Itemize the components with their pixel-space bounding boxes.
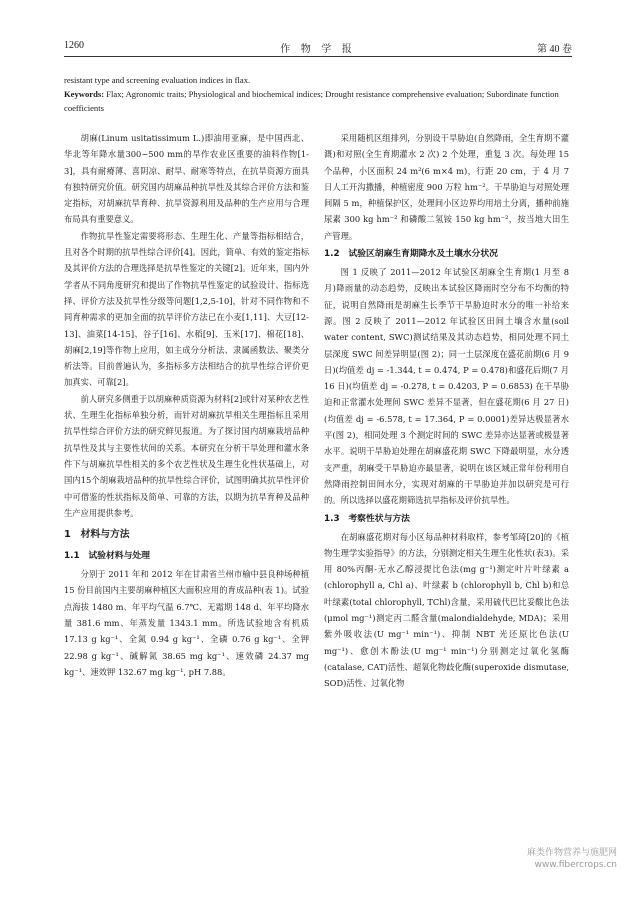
header-rule <box>64 56 572 57</box>
journal-title: 作 物 学 报 <box>280 44 356 55</box>
page-header <box>64 40 572 56</box>
paragraph: 采用随机区组排列，分别设干旱胁迫(自然降雨，全生育期不灌溉)和对照(全生育期灌水 2 次) 2 个处理，重复 3 次。每处理 15 个品种，小区面积 24 m²(6 m×4 m)，行距 20 cm，于 4 月 7 日人工开沟撒播，种植密度 900 万粒 hm⁻²。干旱胁迫与对照处理间隔 5 m，种植保护区，处理间小区边界均用培土分离，播种前施尿素 300 kg hm⁻² 和磷酸二氢铵 150 kg hm⁻²，按当地大田生产管理。 <box>324 133 569 241</box>
right-column <box>324 130 569 692</box>
watermark-line: 麻类作物营养与施肥网 <box>526 848 617 858</box>
paragraph: 作物抗旱性鉴定需要将形态、生理生化、产量等指标相结合，且对各个时期的抗旱性综合评价[4]。因此，简单、有效的鉴定指标及其评价方法的合理选择是抗旱性鉴定的关键[2]。近年来，国内外学者从不同角度研究和提出了作物抗旱性鉴定的试验设计、指标选择、评价方法及抗旱性分级等问题[1,2,5-10]，针对不同作物和不同育种需求的更加全面的抗旱评价方法已在小麦[1,11]、大豆[12-13]、油菜[14-15]、谷子[16]、水稻[9]、玉米[17]、棉花[18]、胡麻[2,19]等作物上应用，如主成分分析法、隶属函数法、聚类分析法等。目前普遍认为，多指标多方法相结合的抗旱性综合评价更加真实、可靠[2]。 <box>64 230 309 388</box>
left-column <box>64 130 309 680</box>
paragraph: 前人研究多侧重于以胡麻种质资源为材料[2]或针对某种农艺性状、生理生化指标单独分析，而针对胡麻抗旱相关生理指标且采用抗旱性综合评价方法的研究鲜见报道。为了探讨国内胡麻栽培品种抗旱性及其与主要性状间的关系。本研究在分析干旱处理和灌水条件下与胡麻抗旱性相关的多个农艺性状及生理生化性状基础上，对国内15个胡麻栽培品种的抗旱性综合评价，试图明确其抗旱性评价中可借鉴的性状指标及简单、可靠的方法，以期为抗旱育种及品种生产应用提供参考。 <box>64 393 309 518</box>
page-number: 1260 <box>64 40 84 51</box>
english-abstract-tail <box>64 73 572 115</box>
keywords <box>64 87 572 115</box>
subsection-heading: 1.2 试验区胡麻生育期降水及土壤水分状况 <box>324 249 498 260</box>
section-heading: 1 材料与方法 <box>64 529 130 541</box>
volume-label: 第 40 卷 <box>537 44 572 55</box>
watermark <box>527 847 617 871</box>
watermark-url: www.fibercrops.cn <box>534 860 617 870</box>
keywords-label: Keywords: <box>64 89 105 99</box>
subsection-heading: 1.1 试验材料与处理 <box>64 551 150 562</box>
subsection-heading: 1.3 考察性状与方法 <box>324 513 410 524</box>
paragraph: 图 1 反映了 2011—2012 年试验区胡麻全生育期(1 月至 8 月)降雨量的动态趋势，反映出本试验区降雨时空分布不均衡的特征，说明自然降雨是胡麻生长季节干旱胁迫时水分的唯一补给来源。图 2 反映了 2011—2012 年试验区田间土壤含水量(soil water content, SWC)测试结果及其动态趋势，相同处理不同土层深度 SWC 间差异明显(图 2)；同一土层深度在盛花前期(6 月 9 日)(均值差 dj = -1.344, t = 0.474, P = 0.478)和盛花后期(7 月 16 日)(均值差 dj = -0.278, t = 0.4203, P = 0.6853) 在干旱胁迫和正常灌水处理间 SWC 差异不显著，但在盛花期(6 月 27 日) (均值差 dj = -6.578, t = 17.364, P = 0.0001)差异达极显著水平(图 2)，相同处理 3 个测定时间的 SWC 差异亦达显著或极显著水平。说明干旱胁迫处理在胡麻盛花期 SWC 下降最明显，水分透支严重，胡麻受干旱胁迫亦最显著，说明在该区域正常年份利用自然降雨控制田间水分，实现对胡麻的干旱胁迫并加以研究是可行的。所以选择以盛花期筛选抗旱指标及评价抗旱性。 <box>324 267 569 506</box>
keywords-text: Flax; Agronomic traits; Physiological and biochemical indices; Drought resistance comprehensive evaluation; Subordinate function coefficients <box>64 89 559 113</box>
paragraph: 分别于 2011 年和 2012 年在甘肃省兰州市榆中县良种场种植 15 份目前国内主要胡麻种植区大面积应用的育成品种(表 1)。试验点海拔 1480 m、年平均气温 6.7℃、无霜期 148 d、年平均降水量 381.6 mm、年蒸发量 1343.1 mm。所选试验地含有机质 17.13 g kg⁻¹、全氮 0.94 g kg⁻¹、全磷 0.76 g kg⁻¹、全钾 22.98 g kg⁻¹、碱解氮 38.65 mg kg⁻¹、速效磷 24.37 mg kg⁻¹、速效钾 132.67 mg kg⁻¹, pH 7.88。 <box>64 569 309 677</box>
abstract-line: resistant type and screening evaluation indices in flax. <box>64 75 251 85</box>
paragraph: 胡麻(Linum usitatissimum L.)即油用亚麻，是中国西北、华北等年降水量300~500 mm的旱作农业区重要的油料作物[1-3]，具有耐瘠薄、喜阴凉、耐旱、耐寒等特点，在抗旱资源方面具有独特研究价值。研究国内胡麻品种抗旱性及其综合评价方法和鉴定指标，对胡麻抗旱育种、抗旱资源利用及品种的生产应用与合理布局具有重要意义。 <box>64 133 309 225</box>
paragraph: 在胡麻盛花期对每小区每品种材料取样，参考邹琦[20]的《植物生理学实验指导》的方法，分别测定相关生理生化性状(表3)。采用 80%丙酮-无水乙醇浸提比色法(mg g⁻¹)测定叶片叶绿素 a (chlorophyll a, Chl a)、叶绿素 b (chlorophyll b, Chl b)和总叶绿素(total chlorophyll, TChl)含量，采用硫代巴比妥酸比色法(μmol mg⁻¹)测定丙二醛含量(malondialdehyde, MDA)；采用紫外吸收法(U mg⁻¹ min⁻¹)、抑制 NBT 光还原比色法(U mg⁻¹)、愈创木酚法(U mg⁻¹ min⁻¹)分别测定过氧化氢酶(catalase, CAT)活性、超氧化物歧化酶(superoxide dismutase, SOD)活性、过氧化物 <box>324 531 569 689</box>
